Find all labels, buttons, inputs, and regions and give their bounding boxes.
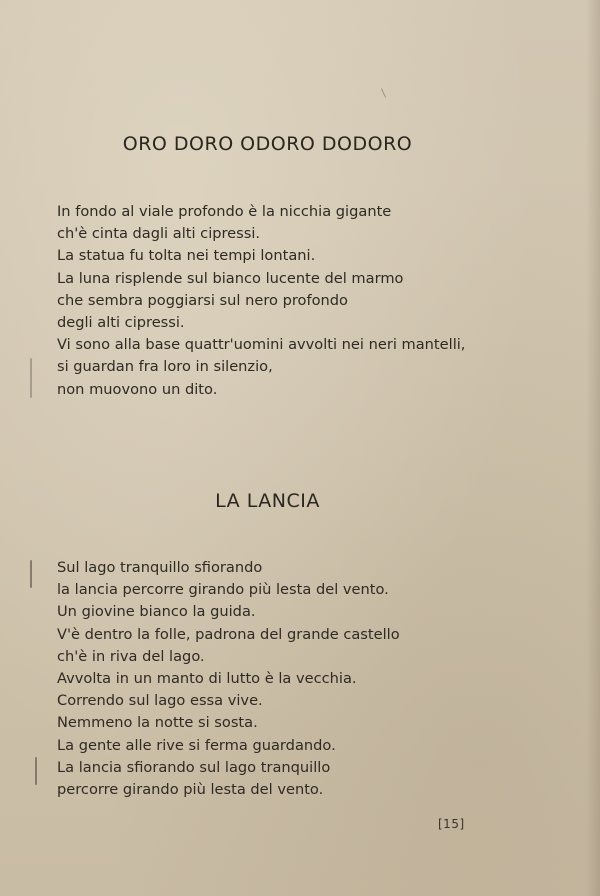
poem-line: La gente alle rive si ferma guardando. — [57, 736, 336, 754]
poem-line: che sembra poggiarsi sul nero profondo — [57, 291, 348, 309]
poem-line: percorre girando più lesta del vento. — [57, 780, 324, 798]
page-edge-shadow — [586, 0, 600, 896]
poem-oro-doro-text — [57, 201, 465, 401]
margin-pencil-mark — [35, 757, 37, 785]
pencil-tick-mark — [381, 88, 386, 97]
poem-line: si guardan fra loro in silenzio, — [57, 358, 273, 376]
poem-line: In fondo al viale profondo è la nicchia gigante — [57, 203, 392, 220]
poem-line: La luna risplende sul bianco lucente del marmo — [57, 269, 404, 287]
poem-line: Sul lago tranquillo sfiorando — [57, 559, 263, 576]
poem-line: La statua fu tolta nei tempi lontani. — [57, 247, 316, 265]
poem-line: Nemmeno la notte si sosta. — [57, 714, 258, 732]
poem-line: degli alti cipressi. — [57, 313, 185, 331]
poem-line: Vi sono alla base quattr'uomini avvolti nei neri mantelli, — [57, 336, 466, 354]
margin-pencil-mark — [30, 560, 32, 588]
poem-line: ch'è in riva del lago. — [57, 647, 205, 665]
poem-line: la lancia percorre girando più lesta del vento. — [57, 581, 389, 599]
poem-title-oro-doro: ORO DORO ODORO DODORO — [122, 133, 413, 155]
poem-line: Avvolta in un manto di lutto è la vecchia. — [57, 669, 357, 687]
poem-line: Correndo sul lago essa vive. — [57, 692, 263, 710]
poem-line: ch'è cinta dagli alti cipressi. — [57, 225, 261, 243]
poem-line: V'è dentro la folle, padrona del grande castello — [57, 625, 400, 643]
poem-title-la-lancia: LA LANCIA — [215, 490, 320, 512]
poem-line: Un giovine bianco la guida. — [57, 603, 256, 621]
poem-line: non muovono un dito. — [57, 380, 218, 398]
poem-line: La lancia sfiorando sul lago tranquillo — [57, 758, 331, 776]
margin-pencil-mark — [30, 358, 32, 398]
page-number: [15] — [438, 817, 465, 831]
poem-la-lancia-text — [57, 557, 400, 801]
